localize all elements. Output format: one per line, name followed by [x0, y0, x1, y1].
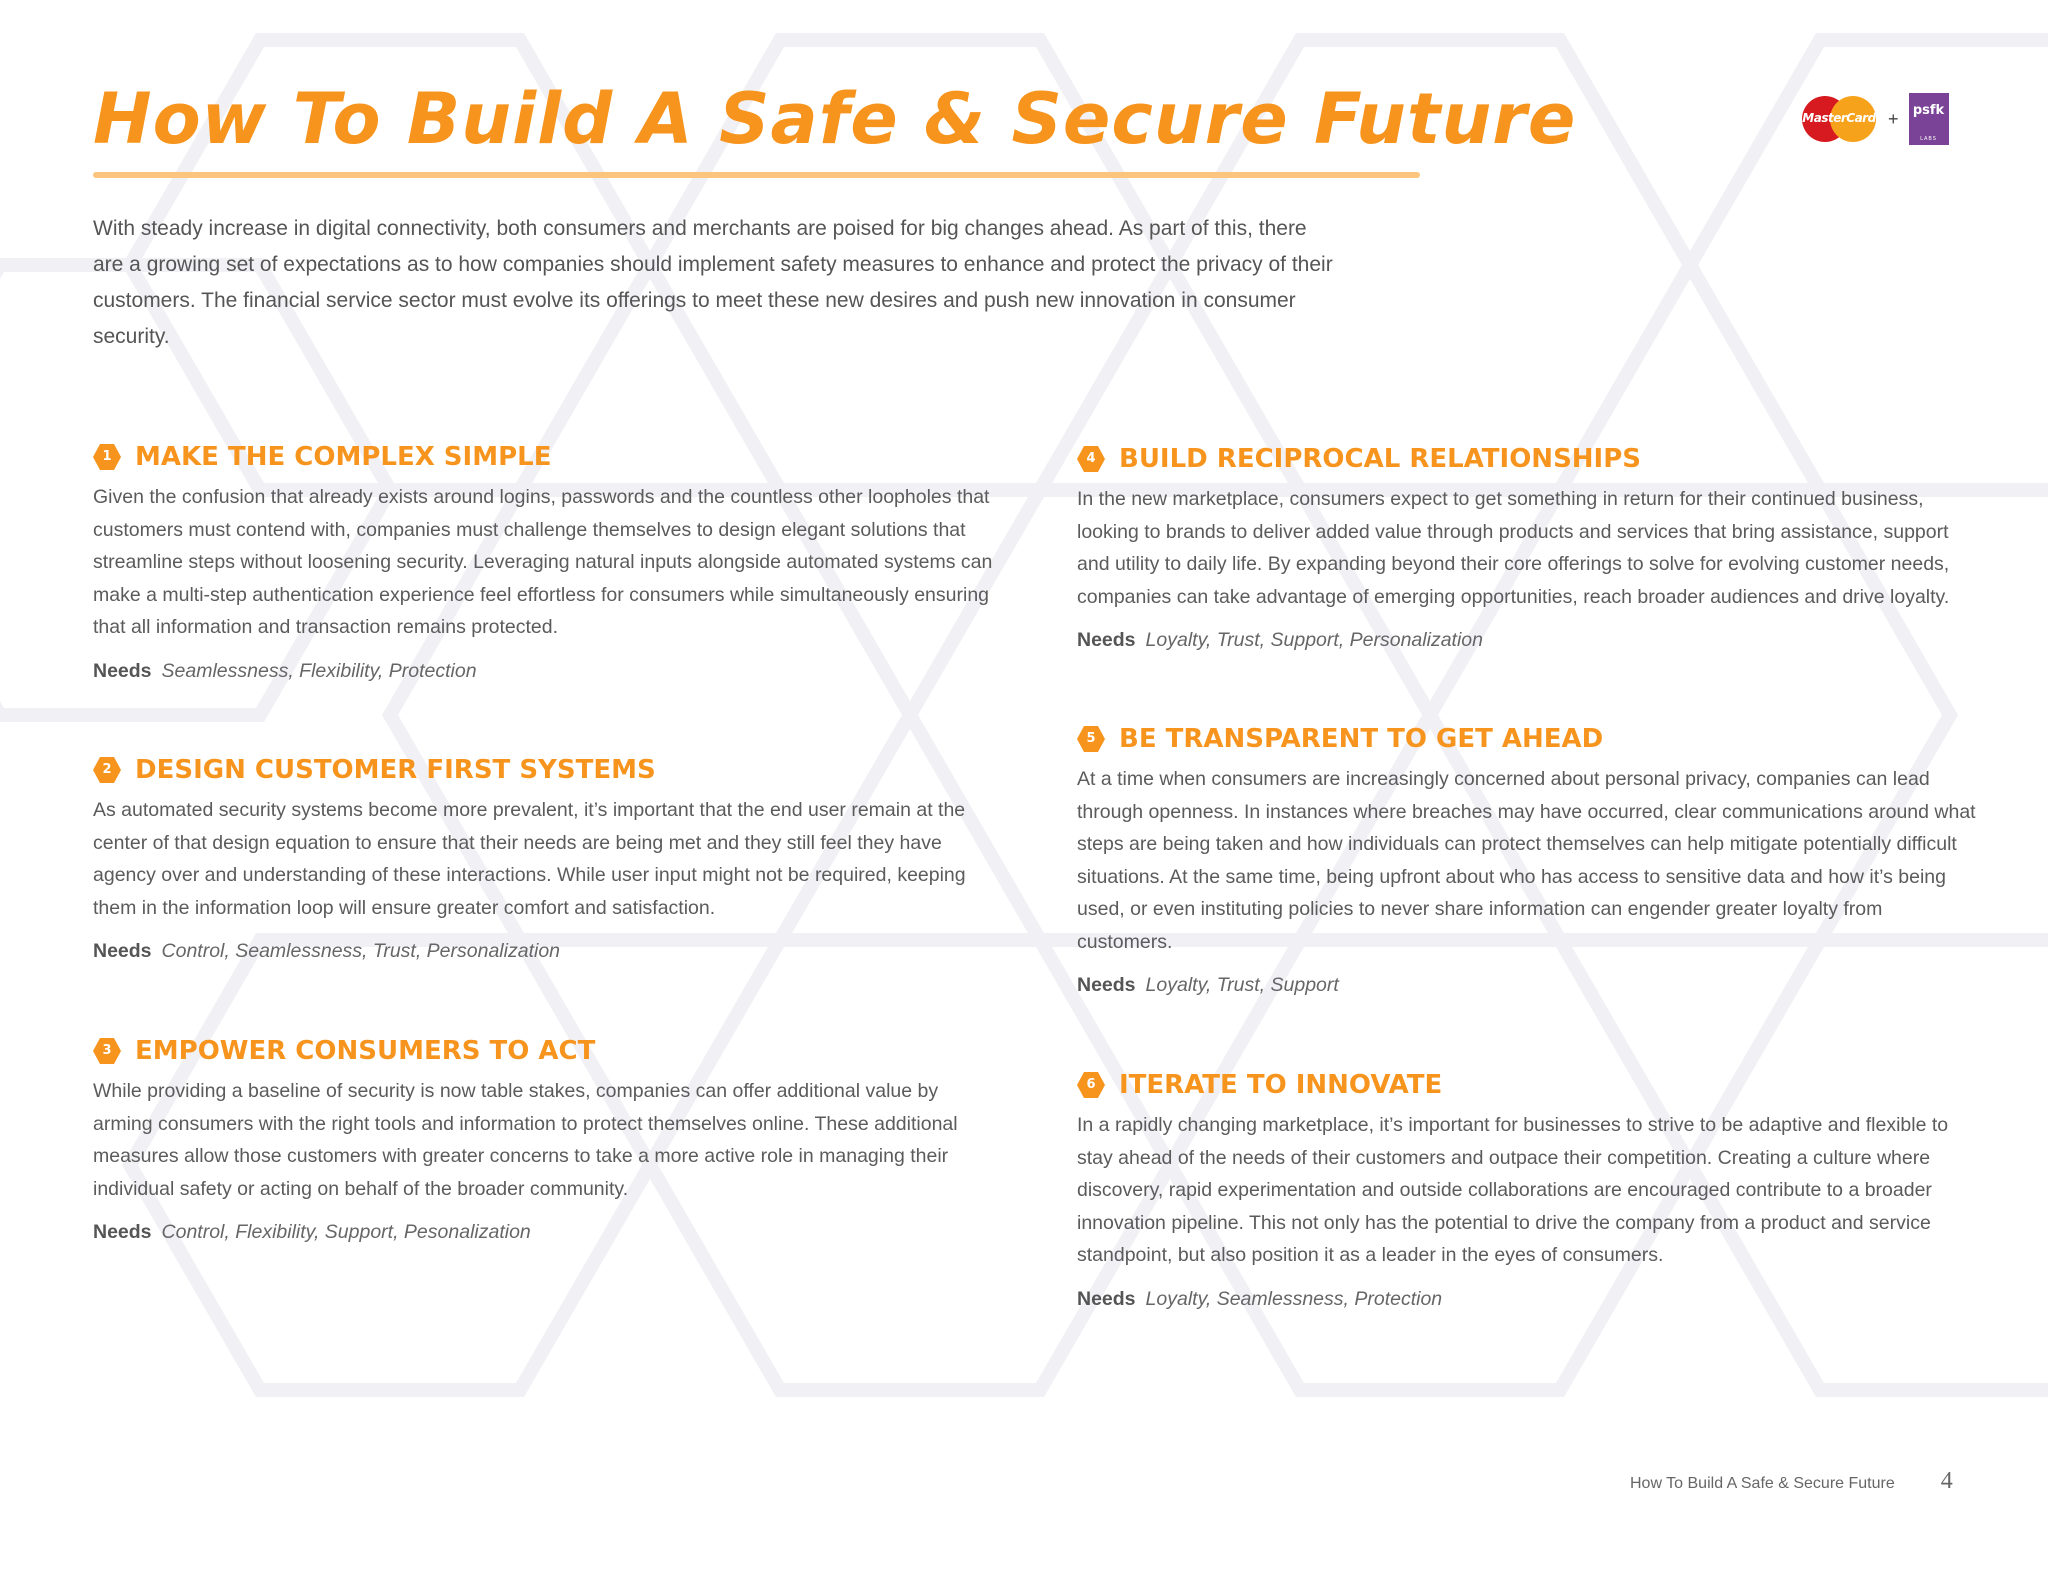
mastercard-logo-text: MasterCard	[1802, 111, 1876, 125]
section-title: EMPOWER CONSUMERS TO ACT	[135, 1036, 596, 1066]
needs-values: Control, Seamlessness, Trust, Personalization	[161, 940, 561, 962]
psfk-labs-logo	[1909, 93, 1949, 145]
section-body: In the new marketplace, consumers expect to get something in return for their continued business, looking to brands to deliver added value through products and services that bring assistance, support and utility to daily life. By expanding beyond their core offerings to solve for evolving customer needs, companies can take advantage of emerging opportunities, reach broader audiences and drive loyalty.	[1077, 488, 1950, 608]
section-body: Given the confusion that already exists around logins, passwords and the countless other loopholes that customers must contend with, companies must challenge themselves to design elegant solutions that streamline steps without loosening security. Leveraging natural inputs alongside automated systems can make a multi-step authentication experience feel effortless for consumers while simultaneously ensuring that all information and transaction remains protected.	[93, 486, 993, 638]
psfk-logo-subtext: LABS	[1920, 136, 1937, 142]
needs-label: Needs	[93, 940, 152, 962]
section-heading	[93, 752, 993, 788]
section-empower-consumers-to-act	[93, 1033, 993, 1247]
needs-label: Needs	[93, 1221, 152, 1243]
needs-label: Needs	[1077, 1287, 1136, 1310]
section-heading	[1077, 441, 1977, 477]
hexagon-number-icon: 2	[93, 756, 121, 784]
hexagon-number-icon: 1	[93, 443, 121, 471]
section-body: In a rapidly changing marketplace, it’s important for businesses to strive to be adaptive and flexible to stay ahead of the needs of their customers and outpace their competition. Creating a culture where discovery, rapid experimentation and outside collaborations are encouraged contribute to a broader innovation pipeline. This not only has the potential to drive the company from a product and service standpoint, but also position it as a leader in the eyes of consumers.	[1077, 1114, 1949, 1266]
needs-label: Needs	[93, 659, 152, 682]
section-needs	[1077, 1284, 1977, 1314]
psfk-logo-text: psfk	[1912, 103, 1945, 118]
section-build-reciprocal-relationships	[1077, 441, 1977, 655]
logo-plus-sign: +	[1888, 108, 1899, 129]
section-iterate-to-innovate	[1077, 1067, 1977, 1314]
needs-values: Control, Flexibility, Support, Pesonalization	[161, 1221, 531, 1243]
section-needs	[93, 1217, 993, 1247]
section-design-customer-first-systems	[93, 752, 993, 966]
page-footer	[1630, 1468, 1953, 1495]
section-heading	[1077, 721, 1977, 757]
section-body: As automated security systems become more prevalent, it’s important that the end user remain at the center of that design equation to ensure that their needs are being met and they still feel they have agency over and understanding of these interactions. While user input might not be required, keeping them in the information loop will ensure greater comfort and satisfaction.	[93, 799, 966, 919]
page-number: 4	[1940, 1468, 1953, 1494]
hexagon-number-icon: 6	[1077, 1071, 1105, 1099]
needs-values: Loyalty, Seamlessness, Protection	[1145, 1287, 1443, 1310]
mastercard-logo	[1802, 96, 1876, 142]
section-heading	[1077, 1067, 1977, 1103]
section-body: While providing a baseline of security is now table stakes, companies can offer additional value by arming consumers with the right tools and information to protect themselves online. These additional measures allow those customers with greater concerns to take a more active role in managing their individual safety or acting on behalf of the broader community.	[93, 1080, 958, 1200]
hexagon-number-icon: 5	[1077, 725, 1105, 753]
section-needs	[93, 656, 993, 686]
intro-paragraph: With steady increase in digital connectivity, both consumers and merchants are poised for big changes ahead. As part of this, there are a growing set of expectations as to how companies should implement safety measures to enhance and protect the privacy of their customers. The financial service sector must evolve its offerings to meet these new desires and push new innovation in consumer security.	[93, 217, 1333, 348]
section-body: At a time when consumers are increasingly concerned about personal privacy, companies can lead through openness. In instances where breaches may have occurred, clear communications around what steps are being taken and how individuals can protect themselves can help mitigate potentially difficult situations. At the same time, being upfront about who has access to sensitive data and how it’s being used, or even instituting policies to never share information can engender greater loyalty from customers.	[1077, 768, 1976, 953]
section-title: ITERATE TO INNOVATE	[1119, 1070, 1443, 1100]
section-title: BE TRANSPARENT TO GET AHEAD	[1119, 724, 1604, 754]
needs-label: Needs	[1077, 974, 1136, 996]
section-heading	[93, 1033, 993, 1069]
section-needs	[1077, 970, 1977, 1000]
section-title: BUILD RECIPROCAL RELATIONSHIPS	[1119, 444, 1642, 474]
page-title: How To Build A Safe & Secure Future	[93, 78, 1577, 160]
needs-values: Loyalty, Trust, Support	[1145, 974, 1339, 996]
needs-label: Needs	[1077, 629, 1136, 651]
section-needs	[1077, 625, 1977, 655]
needs-values: Loyalty, Trust, Support, Personalization	[1145, 629, 1483, 651]
section-make-the-complex-simple	[93, 439, 993, 686]
hexagon-number-icon: 3	[93, 1037, 121, 1065]
footer-title: How To Build A Safe & Secure Future	[1630, 1475, 1895, 1492]
section-title: DESIGN CUSTOMER FIRST SYSTEMS	[135, 755, 656, 785]
section-needs	[93, 936, 993, 966]
partner-logos	[1802, 92, 1949, 146]
hexagon-number-icon: 4	[1077, 445, 1105, 473]
title-underline	[93, 172, 1420, 178]
section-title: MAKE THE COMPLEX SIMPLE	[135, 442, 552, 472]
section-heading	[93, 439, 993, 475]
section-be-transparent-to-get-ahead	[1077, 721, 1977, 1000]
needs-values: Seamlessness, Flexibility, Protection	[161, 659, 477, 682]
